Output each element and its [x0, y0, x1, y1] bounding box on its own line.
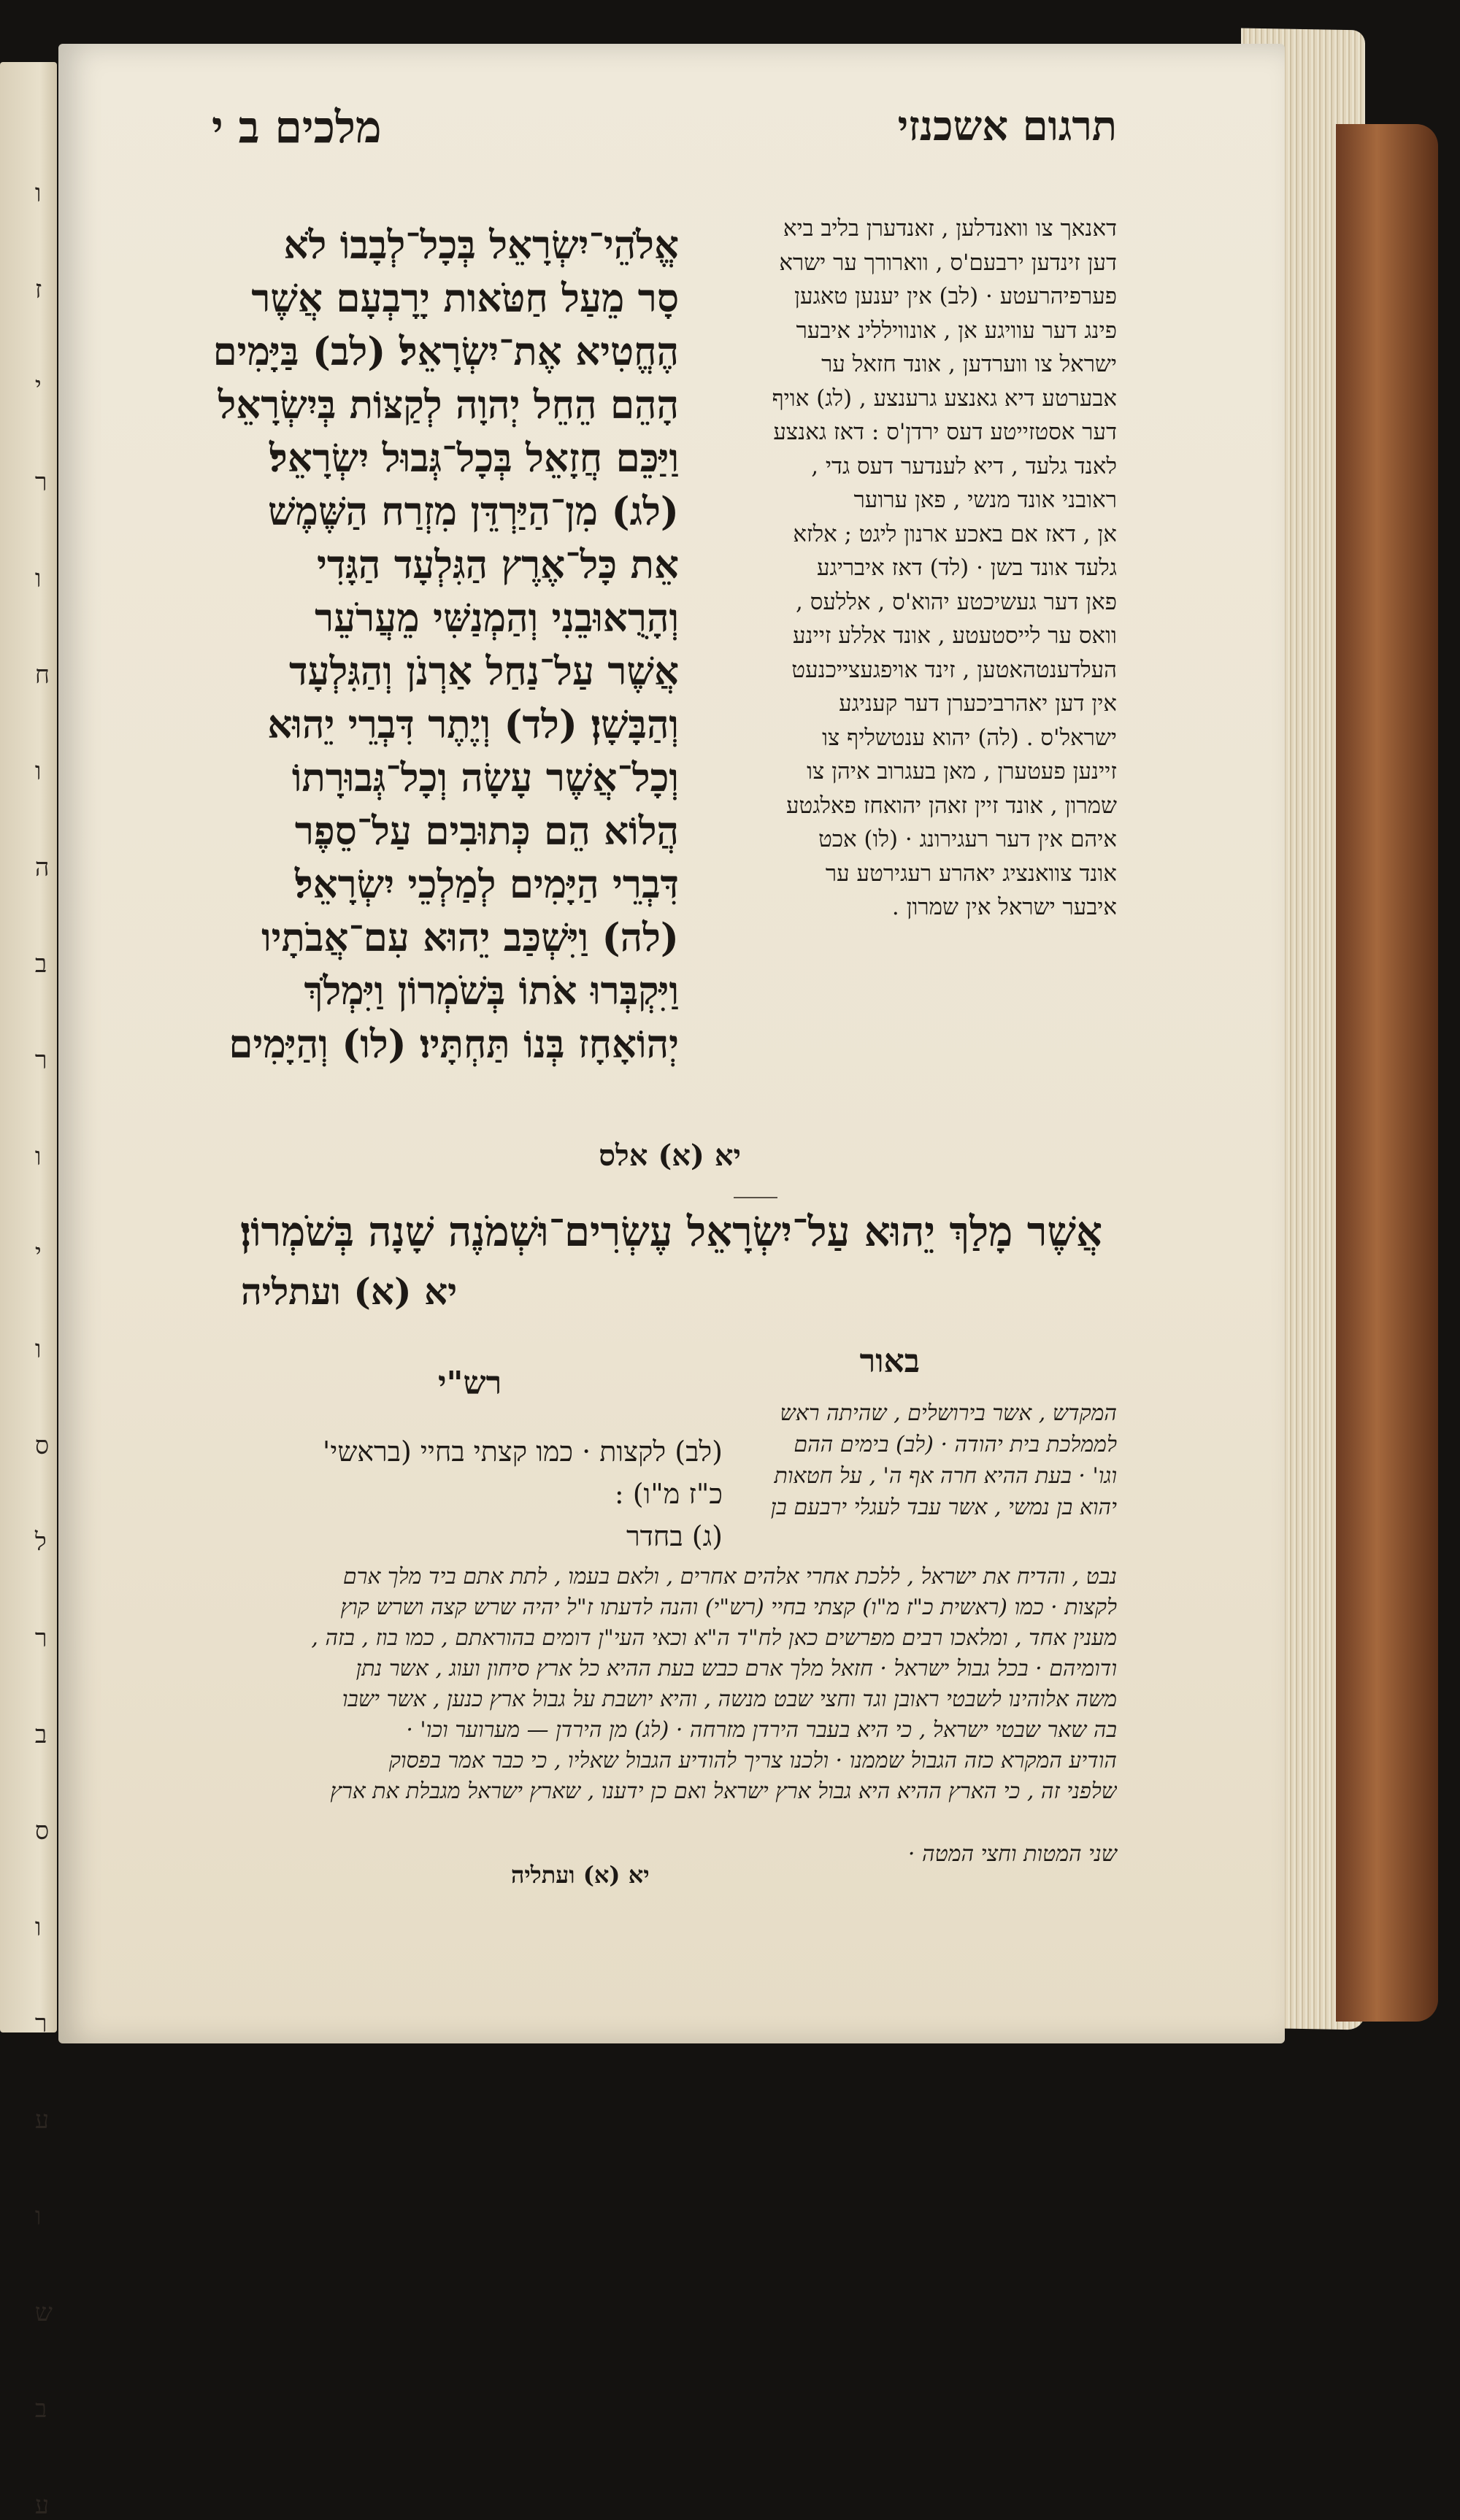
biur-commentary-top [548, 1398, 1117, 1523]
hebrew-line: וַיַּכֵּם חֲזָאֵל בְּכָל־גְּבוּל יִשְׂרָאֵל׃ [269, 436, 679, 481]
targum-line: איהם אין דער רעגירונג · (לו) אכט [818, 826, 1117, 852]
hebrew-line: וְכָל־אֲשֶׁר עָשָׂה וְכָל־גְּבוּרָתוֹ [291, 755, 679, 801]
biur-line: וגו' · בעת ההיא חרה אף ה' , על חטאות [774, 1463, 1117, 1489]
biur-line: יהוא בן נמשי , אשר עבד לעגלי ירבעם בן [770, 1495, 1117, 1520]
targum-line: דען זינדען ירבעם'ס , ווארורך ער ישרא [779, 249, 1117, 276]
margin-letter: ו [34, 757, 42, 786]
targum-line: לאנד גלעד , דיא לענדער דעס גדי , [811, 452, 1117, 479]
margin-letter: ו [34, 564, 42, 593]
targum-line: וואס ער לייסטעטע , אונד אללע זיינע [793, 623, 1117, 649]
targum-line: אן , דאז אם באכע ארנון ליגט ; אלזא [793, 520, 1117, 547]
targum-line: פאן דער געשיכטע יהוא'ס , אללעס , [796, 588, 1117, 615]
hebrew-line: סָר מֵעַל חַטֹּאות יָרָבְעָם אֲשֶׁר [251, 276, 679, 321]
targum-chapter-mark: יא (א) אלס [599, 1138, 741, 1173]
targum-line: דער אסטזייטע דעס ירדן'ס : דאז גאנצע [773, 419, 1117, 445]
margin-letter: ר [34, 1046, 47, 1075]
margin-letter: ו [34, 1913, 42, 1942]
margin-letter: ר [34, 2009, 47, 2038]
biur-line: משה אלוהינו לשבטי ראובן וגד וחצי שבט מנשה , והיא יושבת על גבול ארץ כנען , אשר ישבו [342, 1687, 1117, 1712]
targum-line: פערפיהרעטע · (לב) אין יענען טאגען [794, 283, 1117, 309]
biur-line: בה שאר שבטי ישראל , כי היא בעבר הירדן מזרחה · (לג) מן הירדן — מערוער וכו' · [406, 1717, 1117, 1743]
targum-line: אונד צוואנציג יאהרע רעגירטע ער [825, 860, 1117, 887]
hebrew-line: וְהָרֻאוּבֵנִי וְהַמְנַשִּׁי מֵעֲרֹעֵר [315, 596, 679, 641]
book-cover-edge [1336, 124, 1438, 2022]
margin-letter: ו [34, 1142, 42, 1171]
targum-line: ראובני אונד מנשי , פאן ערוער [853, 487, 1117, 513]
biur-heading: באור [859, 1343, 920, 1380]
header-targum-title: תרגום אשכנזי [897, 102, 1117, 150]
rashi-line: כ"ז מ"ו) : [614, 1478, 723, 1510]
biur-line: ודומיהם · בכל גבול ישראל · חזאל מלך ארם כבש בעת ההיא כל ארץ סיחון ועוג , אשר נתן [356, 1656, 1117, 1681]
header-book-title: מלכים ב י [212, 102, 382, 153]
hebrew-text-column [168, 219, 679, 1071]
rashi-heading: רש"י [438, 1365, 502, 1402]
biur-line: מענין אחד , ומלאכו רבים מפרשים כאן לח"ד ה"א וכאי העי"ן דומים בהוראתם , כמו בוז , בזה , [311, 1625, 1117, 1651]
margin-letter: ז [34, 275, 42, 304]
hebrew-line: אֵת כָּל־אֶרֶץ הַגִּלְעָד הַגָּדִי [317, 542, 679, 587]
margin-letter: ר [34, 1624, 47, 1653]
targum-line: העלדענטהאטען , זינד אויפגעצייכנעט [791, 656, 1117, 683]
targum-line: אין דען יאהרביכערן דער קעניגע [839, 690, 1117, 717]
hebrew-line: אֱלֹהֵי־יִשְׂרָאֵל בְּכָל־לְבָבוֹ לֹא [283, 223, 679, 268]
verse-full-line: אֲשֶׁר מָלַךְ יֵהוּא עַל־יִשְׂרָאֵל עֶשְׂרִים־וּשְׁמֹנֶה שָׁנָה בְּשֹׁמְרוֹן׃ [239, 1208, 1102, 1256]
biur-commentary-tail: שני המטות וחצי המטה · [907, 1841, 1117, 1867]
targum-line: זיינען פעטערן , מאן בעגרוב איהן צו [807, 758, 1117, 785]
margin-letter: ו [34, 179, 42, 208]
margin-letter: ר [34, 468, 47, 497]
margin-letter: ב [34, 2394, 47, 2424]
rashi-line: (ג) בחדר [626, 1520, 723, 1552]
rashi-line: (לב) לקצות · כמו קצתי בחיי (בראשי' [322, 1436, 723, 1468]
margin-letter: י [34, 1238, 42, 1268]
margin-letter: ל [34, 1527, 47, 1557]
biur-line: לקצות · כמו (ראשית כ"ז מ"ו) קצתי בחיי (רש"י) והנה לדעתו ז"ל יהיה שרש קצה ושרש קוץ [340, 1595, 1117, 1620]
targum-line: ישראל'ס . (לה) יהוא ענטשליף צו [822, 724, 1117, 751]
targum-line: ישראל צו ווערדען , אונד חזאל ער [821, 351, 1117, 377]
hebrew-line: וְהַבָּשָׁן׃ (לד) וְיֶתֶר דִּבְרֵי יֵהוּא [267, 702, 679, 747]
margin-letter: ב [34, 1720, 47, 1749]
running-header [58, 102, 1285, 168]
column-separator [734, 1197, 777, 1198]
margin-letter: ו [34, 1335, 42, 1364]
margin-letter: ע [34, 2105, 50, 2135]
targum-line: פינג דער עוויגע אן , אונוויללינ איבער [796, 317, 1117, 344]
biur-line: המקדש , אשר בירושלים , שהיתה ראש [780, 1400, 1117, 1426]
margin-letter: ב [34, 949, 47, 979]
margin-letter: ס [34, 1816, 50, 1846]
previous-page-margin-letters [35, 179, 53, 2520]
biur-line: נבט , והדיח את ישראל , ללכת אחרי אלהים אחרים , ולאם בעמו , לתת אתם ביד מלך ארם [342, 1564, 1117, 1590]
margin-letter: ס [34, 1431, 50, 1460]
hebrew-line: (לה) וַיִּשְׁכַּב יֵהוּא עִם־אֲבֹתָיו [261, 915, 679, 960]
hebrew-line: (לג) מִן־הַיַּרְדֵּן מִזְרַח הַשֶּׁמֶשׁ [268, 489, 679, 534]
biur-line: שלפני זה , כי הארץ ההיא היא גבול ארץ ישראל ואם כן ידענו , שארץ ישראל מגבלת את ארץ [330, 1779, 1117, 1804]
hebrew-line: הֲלוֹא הֵם כְּתוּבִים עַל־סֵפֶר [294, 809, 679, 854]
hebrew-line: יְהוֹאָחָז בְּנוֹ תַּחְתָּיו׃ (לו) וְהַיָּמִים [228, 1022, 679, 1067]
hebrew-line: דִּבְרֵי הַיָּמִים לְמַלְכֵי יִשְׂרָאֵל׃ [294, 862, 679, 907]
hebrew-line: הָהֵם הֵחֵל יְהוָה לְקַצּוֹת בְּיִשְׂרָאֵל [218, 382, 679, 428]
targum-line: איבער ישראל אין שמרון . [891, 894, 1117, 920]
chapter-start-line: יא (א) ועתליה [241, 1270, 458, 1313]
margin-letter: י [34, 371, 42, 401]
biur-line: לממלכת בית יהודה · (לב) בימים ההם [794, 1432, 1117, 1457]
margin-letter: ע [34, 2491, 50, 2520]
margin-letter: ו [34, 2202, 42, 2231]
margin-letter: ש [34, 2298, 53, 2327]
margin-letter: ח [34, 660, 50, 690]
targum-line: אבערטע דיא גאנצע גרענצע , (לג) אויף [772, 385, 1117, 412]
catchword: יא (א) ועתליה [511, 1861, 650, 1889]
targum-line: שמרון , אונד זיין זאהן יהואחז פאלגטע [786, 792, 1117, 819]
hebrew-line: הֶחֱטִיא אֶת־יִשְׂרָאֵל׃ (לב) בַּיָּמִים [212, 329, 679, 374]
targum-line: גלעד אונד בשן · (לד) דאז איבריגע [816, 555, 1117, 581]
biur-commentary-full [22, 1562, 1117, 1807]
margin-letter: ה [34, 853, 50, 882]
book-page [58, 44, 1285, 2043]
biur-line: הודיע המקרא כזה הגבול שממנו · ולכנו צריך להודיע הגבול שאליו , כי כבר אמר בפסוק [388, 1748, 1117, 1773]
hebrew-line: אֲשֶׁר עַל־נַחַל אַרְנֹן וְהַגִּלְעָד [288, 649, 679, 694]
targum-line: דאנאך צו וואנדלען , זאנדערן בליב ביא [783, 215, 1117, 242]
hebrew-line: וַיִּקְבְּרוּ אֹתוֹ בְּשֹׁמְרוֹן וַיִּמְלֹךְ [304, 968, 679, 1014]
